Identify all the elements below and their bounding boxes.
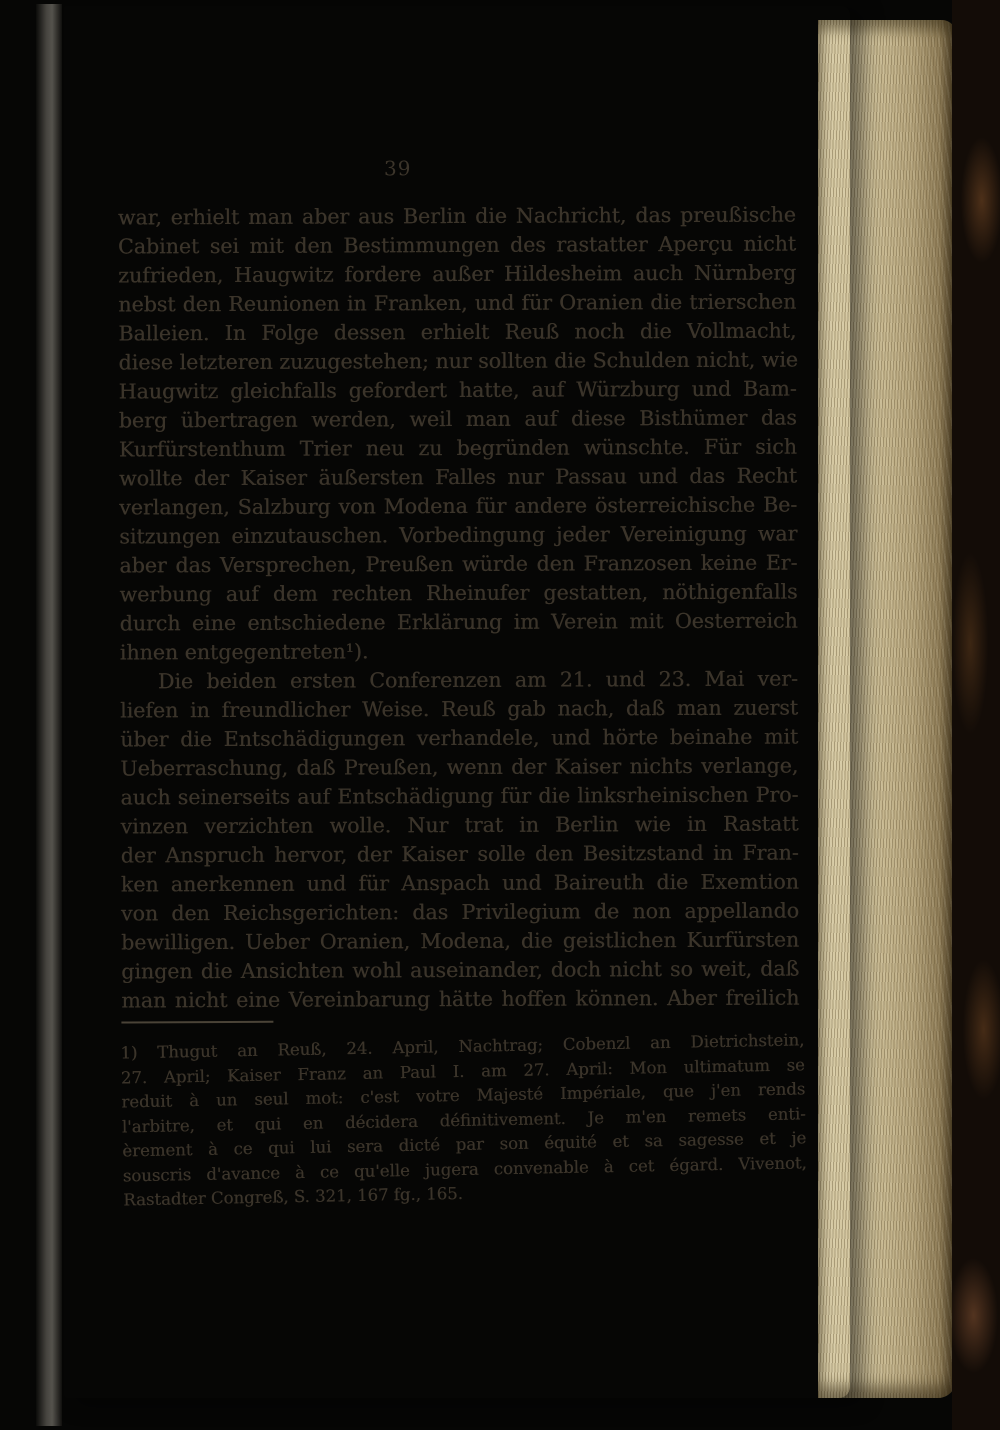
text-line: souscris d'avance à ce qu'elle jugera convenable à cet égard. Vivenot, (122, 1152, 807, 1185)
text-line: Cabinet sei mit den Bestimmungen des rastatter Aperçu nicht (117, 231, 797, 259)
book-page (64, 6, 850, 1398)
text-line: von den Reichsgerichten: das Privilegium de non appellando (120, 898, 799, 926)
text-line: auch seinerseits auf Entschädigung für die linksrheinischen Pro- (120, 782, 799, 810)
text-line: durch eine entschiedene Erklärung im Verein mit Oesterreich (119, 608, 798, 636)
text-line: ihnen entgegentreten¹). (119, 639, 369, 665)
text-line: diese letzteren zuzugestehen; nur sollten die Schulden nicht, wie (118, 347, 798, 375)
footnote (120, 1028, 807, 1213)
text-line: sitzungen einzutauschen. Vorbedingung jeder Vereinigung war (119, 521, 798, 549)
text-line: ken anerkennen und für Anspach und Baireuth die Exemtion (120, 869, 799, 897)
text-line: berg übertragen werden, weil man auf diese Bisthümer das (118, 405, 797, 433)
text-line: liefen in freundlicher Weise. Reuß gab nach, daß man zuerst (119, 695, 799, 723)
body-text (118, 201, 800, 1016)
text-line: Haugwitz gleichfalls gefordert hatte, auf Würzburg und Bam- (118, 376, 797, 404)
text-line: nebst den Reunionen in Franken, und für Oranien die trierschen (118, 289, 797, 317)
text-line: l'arbitre, et qui en décidera définitivement. Je m'en remets enti- (121, 1103, 806, 1136)
text-line: reduit à un seul mot: c'est votre Majesté Impériale, que j'en rends (121, 1079, 806, 1112)
text-line: Rastadter Congreß, S. 321, 167 fg., 165. (123, 1183, 464, 1210)
text-line: zufrieden, Haugwitz fordere außer Hildesheim auch Nürnberg (118, 260, 797, 288)
footnote-rule (121, 1021, 273, 1024)
text-line: verlangen, Salzburg von Modena für andere österreichische Be- (119, 492, 798, 520)
text-line: èrement à ce qui lui sera dicté par son équité et sa sagesse et je (122, 1128, 807, 1161)
text-line: wollte der Kaiser äußersten Falles nur Passau und das Recht (118, 463, 798, 491)
text-line: über die Entschädigungen verhandele, und hörte beinahe mit (120, 724, 799, 752)
spine-edge (36, 4, 62, 1426)
text-line: gingen die Ansichten wohl auseinander, doch nicht so weit, daß (121, 956, 800, 984)
page-content (61, 4, 853, 1399)
text-line: vinzen verzichten wolle. Nur trat in Berlin wie in Rastatt (120, 811, 799, 839)
text-line: man nicht eine Vereinbarung hätte hoffen können. Aber freilich (121, 985, 800, 1013)
text-line: aber das Versprechen, Preußen würde den Franzosen keine Er- (119, 550, 798, 578)
text-line: war, erhielt man aber aus Berlin die Nachricht, das preußische (117, 202, 796, 230)
text-line: Die beiden ersten Conferenzen am 21. und 23. Mai ver- (157, 666, 798, 694)
text-line: 27. April; Kaiser Franz an Paul I. am 27. April: Mon ultimatum se (120, 1054, 805, 1087)
book-cover-right (952, 0, 1000, 1430)
page-number: 39 (383, 156, 412, 181)
text-line: Kurfürstenthum Trier neu zu begründen wünschte. Für sich (118, 434, 797, 462)
text-line: werbung auf dem rechten Rheinufer gestatten, nöthigenfalls (119, 579, 798, 607)
text-line: 1) Thugut an Reuß, 24. April, Nachtrag; Cobenzl an Dietrichstein, (120, 1030, 805, 1063)
text-line: Balleien. In Folge dessen erhielt Reuß noch die Vollmacht, (118, 318, 797, 346)
paragraph (120, 665, 800, 1016)
text-line: der Anspruch hervor, der Kaiser solle den Besitzstand in Fran- (120, 840, 799, 868)
text-line: bewilligen. Ueber Oranien, Modena, die geistlichen Kurfürsten (120, 927, 800, 955)
text-line: Ueberraschung, daß Preußen, wenn der Kaiser nichts verlange, (120, 753, 799, 781)
paragraph (118, 201, 798, 668)
